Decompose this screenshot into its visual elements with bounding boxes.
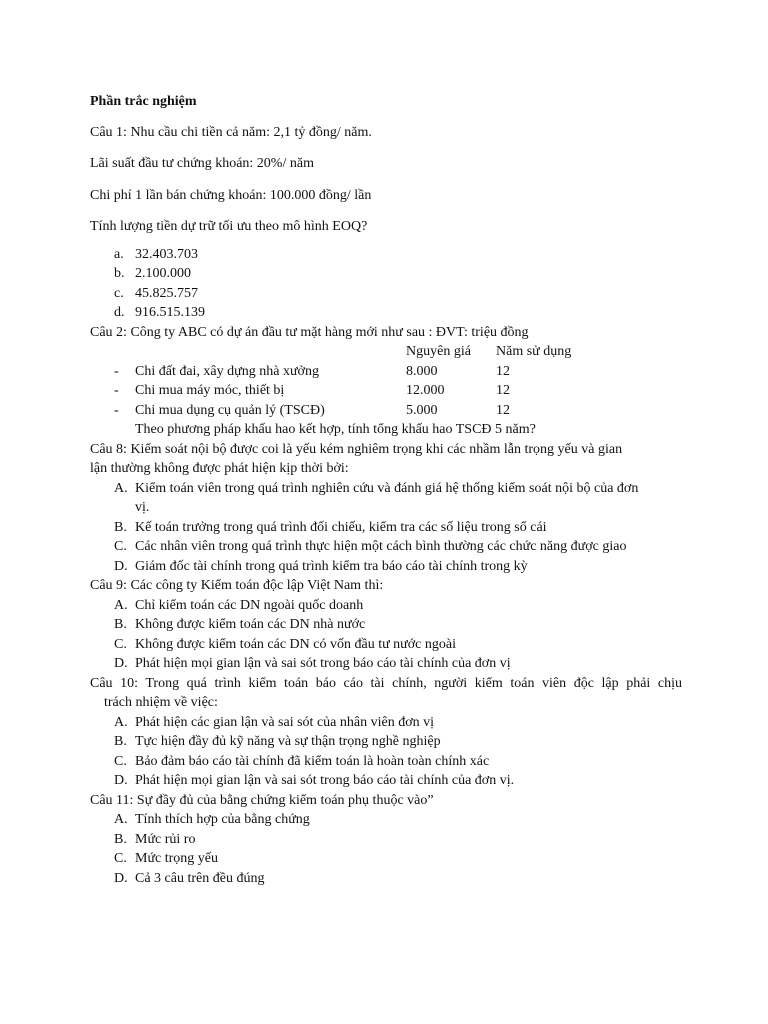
q2-row-years: 12 — [496, 363, 510, 379]
q2-row-years: 12 — [496, 402, 510, 418]
option-marker: D. — [114, 656, 128, 671]
q1-option-d — [90, 303, 682, 323]
q1-option-a — [90, 245, 682, 265]
q1-options — [90, 245, 682, 323]
q8-stem-line-2: lận thường không được phát hiện kịp thời bởi: — [90, 461, 349, 476]
question-8 — [90, 440, 682, 577]
q2-row-item: Chi mua dụng cụ quản lý (TSCĐ) — [135, 402, 325, 418]
option-text: Phát hiện mọi gian lận và sai sót trong báo cáo tài chính của đơn vị — [135, 656, 511, 671]
q2-row-3 — [90, 401, 682, 421]
q8-option-b — [90, 518, 682, 538]
q11-option-a — [90, 810, 682, 830]
option-text: Bảo đảm báo cáo tài chính đã kiểm toán là hoàn toàn chính xác — [135, 753, 490, 769]
q10-option-d — [90, 771, 682, 791]
section-title: Phần trắc nghiệm — [90, 94, 197, 109]
q2-table-header — [90, 342, 682, 362]
option-text: Phát hiện mọi gian lận và sai sót trong báo cáo tài chính của đơn vị. — [135, 773, 515, 788]
option-marker: d. — [114, 305, 125, 320]
option-text: Mức rủi ro — [135, 831, 196, 847]
option-marker: b. — [114, 266, 125, 281]
q2-row-item: Chi đất đai, xây dựng nhà xưởng — [135, 363, 319, 379]
option-text: 2.100.000 — [135, 266, 191, 281]
option-text: Tực hiện đầy đủ kỹ năng và sự thận trọng nghề nghiệp — [135, 734, 441, 749]
option-text: Giám đốc tài chính trong quá trình kiểm tra báo cáo tài chính trong kỳ — [135, 558, 528, 574]
q10-option-a — [90, 713, 682, 733]
q2-header-cost: Nguyên giá — [406, 344, 471, 359]
option-marker: B. — [114, 734, 127, 749]
option-marker: A. — [114, 812, 128, 827]
q8-stem-line-1: Câu 8: Kiểm soát nội bộ được coi là yếu kém nghiêm trọng khi các nhầm lẫn trọng yếu và gian — [90, 441, 623, 457]
option-marker: D. — [114, 558, 128, 574]
q10-option-c — [90, 752, 682, 772]
question-9 — [90, 576, 682, 674]
option-text: 45.825.757 — [135, 285, 198, 301]
q9-option-d — [90, 654, 682, 674]
option-text: 32.403.703 — [135, 246, 198, 262]
q1-line-2: Lãi suất đầu tư chứng khoán: 20%/ năm — [90, 156, 314, 171]
q9-option-a — [90, 596, 682, 616]
q8-option-c — [90, 537, 682, 557]
q9-stem: Câu 9: Các công ty Kiểm toán độc lập Việt Nam thì: — [90, 578, 384, 593]
option-text: Kiểm toán viên trong quá trình nghiên cứu và đánh giá hệ thống kiểm soát nội bộ của đơn — [135, 480, 639, 496]
option-marker: B. — [114, 519, 127, 535]
option-text: Không được kiểm toán các DN nhà nước — [135, 617, 366, 632]
q2-header-years: Năm sử dụng — [496, 344, 572, 359]
option-text-wrap — [135, 479, 682, 518]
option-text: Không được kiểm toán các DN có vốn đầu tư nước ngoài — [135, 636, 456, 652]
q1-option-b — [90, 264, 682, 284]
q1-line-4: Tính lượng tiền dự trữ tối ưu theo mô hình EOQ? — [90, 219, 368, 234]
option-marker: A. — [114, 597, 128, 613]
option-text: Phát hiện các gian lận và sai sót của nhân viên đơn vị — [135, 714, 434, 730]
q8-option-a — [90, 479, 682, 518]
question-2 — [90, 323, 682, 440]
option-marker: D. — [114, 870, 128, 886]
q10-option-b — [90, 732, 682, 752]
option-marker: D. — [114, 773, 128, 788]
option-marker: C. — [114, 851, 127, 866]
option-text: Chỉ kiểm toán các DN ngoài quốc doanh — [135, 597, 364, 613]
dash-marker: - — [114, 363, 119, 379]
q1-option-c — [90, 284, 682, 304]
option-text-continued: vị. — [135, 500, 150, 515]
q10-stem-line-2: trách nhiệm về việc: — [104, 695, 218, 710]
q10-stem-line-1: Câu 10: Trong quá trình kiểm toán báo cáo tài chính, người kiểm toán viên độc lập phải chịu — [90, 675, 682, 691]
q8-option-d — [90, 557, 682, 577]
option-marker: c. — [114, 285, 124, 301]
question-10 — [90, 674, 682, 791]
option-marker: C. — [114, 636, 127, 652]
option-text: Kế toán trưởng trong quá trình đối chiếu, kiểm tra các số liệu trong sổ cái — [135, 519, 547, 535]
document-page — [90, 92, 682, 888]
q1-line-1: Câu 1: Nhu cầu chi tiền cả năm: 2,1 tỷ đồng/ năm. — [90, 124, 372, 140]
option-marker: C. — [114, 539, 127, 554]
option-marker: B. — [114, 617, 127, 632]
q11-option-c — [90, 849, 682, 869]
question-1 — [90, 123, 682, 323]
q9-option-c — [90, 635, 682, 655]
q11-option-d — [90, 869, 682, 889]
q2-row-cost: 12.000 — [406, 383, 445, 398]
q11-stem: Câu 11: Sự đầy đủ của bằng chứng kiểm toán phụ thuộc vào” — [90, 792, 434, 808]
option-marker: C. — [114, 753, 127, 769]
q9-option-b — [90, 615, 682, 635]
q1-line-3: Chi phí 1 lần bán chứng khoán: 100.000 đồng/ lần — [90, 187, 372, 203]
option-text: Mức trọng yếu — [135, 851, 219, 866]
q11-option-b — [90, 830, 682, 850]
question-11 — [90, 791, 682, 889]
q2-row-cost: 8.000 — [406, 363, 438, 379]
q2-row-item: Chi mua máy móc, thiết bị — [135, 383, 285, 398]
q2-intro: Câu 2: Công ty ABC có dự án đầu tư mặt hàng mới như sau : ĐVT: triệu đồng — [90, 324, 529, 340]
dash-marker: - — [114, 402, 119, 418]
q2-row-cost: 5.000 — [406, 402, 438, 418]
option-marker: A. — [114, 714, 128, 730]
dash-marker: - — [114, 383, 119, 398]
option-marker: B. — [114, 831, 127, 847]
option-marker: a. — [114, 246, 124, 262]
q2-row-1 — [90, 362, 682, 382]
option-text: Tính thích hợp của bằng chứng — [135, 812, 310, 827]
option-marker: A. — [114, 480, 128, 496]
option-text: Cả 3 câu trên đều đúng — [135, 870, 265, 886]
option-text: 916.515.139 — [135, 305, 205, 320]
q2-question: Theo phương pháp khấu hao kết hợp, tính tổng khấu hao TSCĐ 5 năm? — [135, 422, 536, 437]
option-text: Các nhân viên trong quá trình thực hiện một cách bình thường các chức năng được giao — [135, 539, 627, 554]
q2-row-2 — [90, 381, 682, 401]
q2-row-years: 12 — [496, 383, 510, 398]
